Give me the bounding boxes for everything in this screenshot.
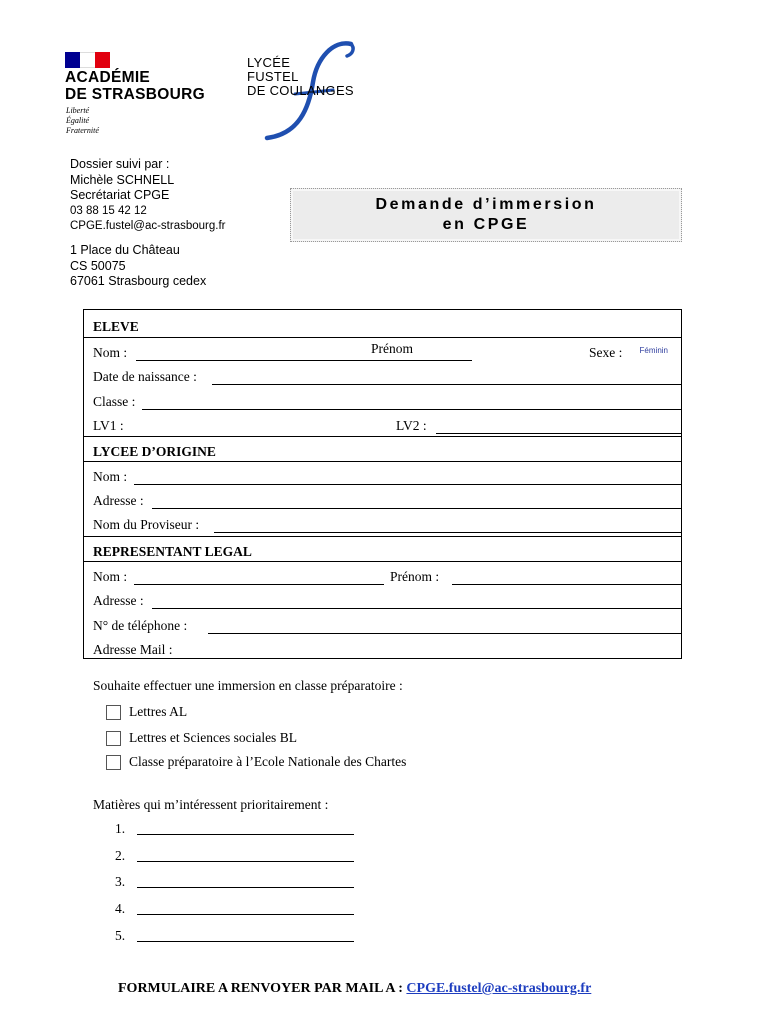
form-table: [83, 309, 682, 659]
eleve-prenom-label: Prénom: [371, 341, 413, 356]
address-line3: 67061 Strasbourg cedex: [70, 274, 207, 288]
lycee-nom-field[interactable]: [134, 484, 681, 485]
representant-header-label: REPRESENTANT LEGAL: [93, 544, 252, 559]
proviseur-label: Nom du Proviseur :: [93, 517, 200, 532]
contact-block: [70, 157, 225, 235]
checkbox-lettres-bl[interactable]: [106, 731, 121, 746]
eleve-sexe-value[interactable]: Féminin: [639, 346, 668, 355]
row-rep-tel: [84, 611, 681, 635]
lv2-field[interactable]: [436, 433, 681, 434]
row-classe: [84, 387, 681, 411]
devise-liberte: Liberté: [66, 106, 90, 115]
footer-instruction: [118, 981, 591, 997]
checkbox-lettres-al[interactable]: [106, 705, 121, 720]
devise-egalite: Égalité: [66, 116, 90, 125]
proviseur-field[interactable]: [214, 532, 681, 533]
checkbox-chartes[interactable]: [106, 755, 121, 770]
choice-chartes[interactable]: [106, 754, 406, 770]
lycee-nom-label: Nom :: [93, 469, 128, 484]
address-line2: CS 50075: [70, 258, 126, 273]
eleve-sexe-label: Sexe :: [589, 345, 623, 360]
row-lv: [84, 411, 681, 435]
lycee-adresse-field[interactable]: [152, 508, 681, 509]
lycee-header-label: LYCEE D’ORIGINE: [93, 444, 216, 459]
row-lycee-adresse: [84, 486, 681, 510]
eleve-header-label: ELEVE: [93, 319, 139, 334]
matiere-number-5: 5.: [115, 928, 126, 943]
devise: [66, 106, 99, 136]
row-proviseur: [84, 510, 681, 534]
row-lycee-nom: [84, 461, 681, 486]
matiere-field-1[interactable]: [137, 834, 354, 835]
footer-text: FORMULAIRE A RENVOYER PAR MAIL A :: [118, 981, 407, 996]
matiere-number-1: 1.: [115, 821, 126, 836]
matieres-question: Matières qui m’intéressent prioritairement :: [93, 797, 329, 812]
matiere-number-4: 4.: [115, 901, 126, 916]
lycee-line3: DE COULANGES: [247, 83, 354, 98]
rep-nom-label: Nom :: [93, 569, 128, 584]
academie-logo-text: [65, 69, 205, 103]
date-naissance-label: Date de naissance :: [93, 369, 197, 384]
choice-lettres-al[interactable]: [106, 704, 187, 720]
lv2-label: LV2 :: [396, 418, 427, 433]
classe-label: Classe :: [93, 394, 136, 409]
title-line1: Demande d’immersion: [375, 196, 597, 213]
lycee-adresse-label: Adresse :: [93, 493, 144, 508]
academie-line2: DE STRASBOURG: [65, 86, 205, 103]
choice-lettres-bl[interactable]: [106, 730, 297, 746]
classe-field[interactable]: [142, 409, 681, 410]
matiere-number-2: 2.: [115, 848, 126, 863]
lv1-label: LV1 :: [93, 418, 124, 433]
republique-francaise-flag: [65, 52, 110, 68]
matiere-number-3: 3.: [115, 874, 126, 889]
choice-lettres-bl-label: Lettres et Sciences sociales BL: [129, 730, 297, 745]
rep-adresse-field[interactable]: [152, 608, 681, 609]
rep-adresse-label: Adresse :: [93, 593, 144, 608]
eleve-nom-label: Nom :: [93, 345, 128, 360]
matiere-field-5[interactable]: [137, 941, 354, 942]
section-representant-header: [84, 536, 681, 561]
eleve-nom-field[interactable]: [136, 360, 472, 361]
lycee-line1: LYCÉE: [247, 55, 291, 70]
matiere-field-4[interactable]: [137, 914, 354, 915]
rep-tel-label: N° de téléphone :: [93, 618, 188, 633]
contact-email: CPGE.fustel@ac-strasbourg.fr: [70, 220, 226, 232]
rep-nom-field[interactable]: [134, 584, 384, 585]
rep-prenom-field[interactable]: [452, 584, 681, 585]
lycee-logo-text: [247, 56, 354, 98]
devise-fraternite: Fraternité: [66, 126, 99, 135]
address-block: [70, 243, 206, 290]
academie-line1: ACADÉMIE: [65, 69, 151, 86]
document-title-box: [290, 188, 682, 242]
choice-lettres-al-label: Lettres AL: [129, 704, 188, 719]
contact-line3: Secrétariat CPGE: [70, 188, 170, 202]
row-date-naissance: [84, 362, 681, 386]
rep-tel-field[interactable]: [208, 633, 681, 634]
choice-chartes-label: Classe préparatoire à l’Ecole Nationale des Chartes: [129, 754, 407, 769]
rep-mail-label: Adresse Mail :: [93, 642, 173, 657]
row-rep-adresse: [84, 586, 681, 610]
row-rep-mail: [84, 635, 681, 659]
immersion-question: Souhaite effectuer une immersion en classe préparatoire :: [93, 678, 403, 693]
matiere-field-3[interactable]: [137, 887, 354, 888]
footer-email-link[interactable]: CPGE.fustel@ac-strasbourg.fr: [406, 981, 592, 996]
section-lycee-header: [84, 436, 681, 461]
row-eleve-nom: [84, 337, 681, 362]
section-eleve-header: [84, 312, 681, 336]
date-naissance-field[interactable]: [212, 384, 681, 385]
row-rep-nom: [84, 561, 681, 586]
lycee-line2: FUSTEL: [247, 69, 299, 84]
address-line1: 1 Place du Château: [70, 243, 180, 257]
contact-line1: Dossier suivi par :: [70, 157, 170, 171]
rep-prenom-label: Prénom :: [390, 569, 440, 584]
contact-line2: Michèle SCHNELL: [70, 172, 175, 187]
contact-phone: 03 88 15 42 12: [70, 204, 147, 217]
title-line2: en CPGE: [442, 216, 530, 233]
matiere-field-2[interactable]: [137, 861, 354, 862]
